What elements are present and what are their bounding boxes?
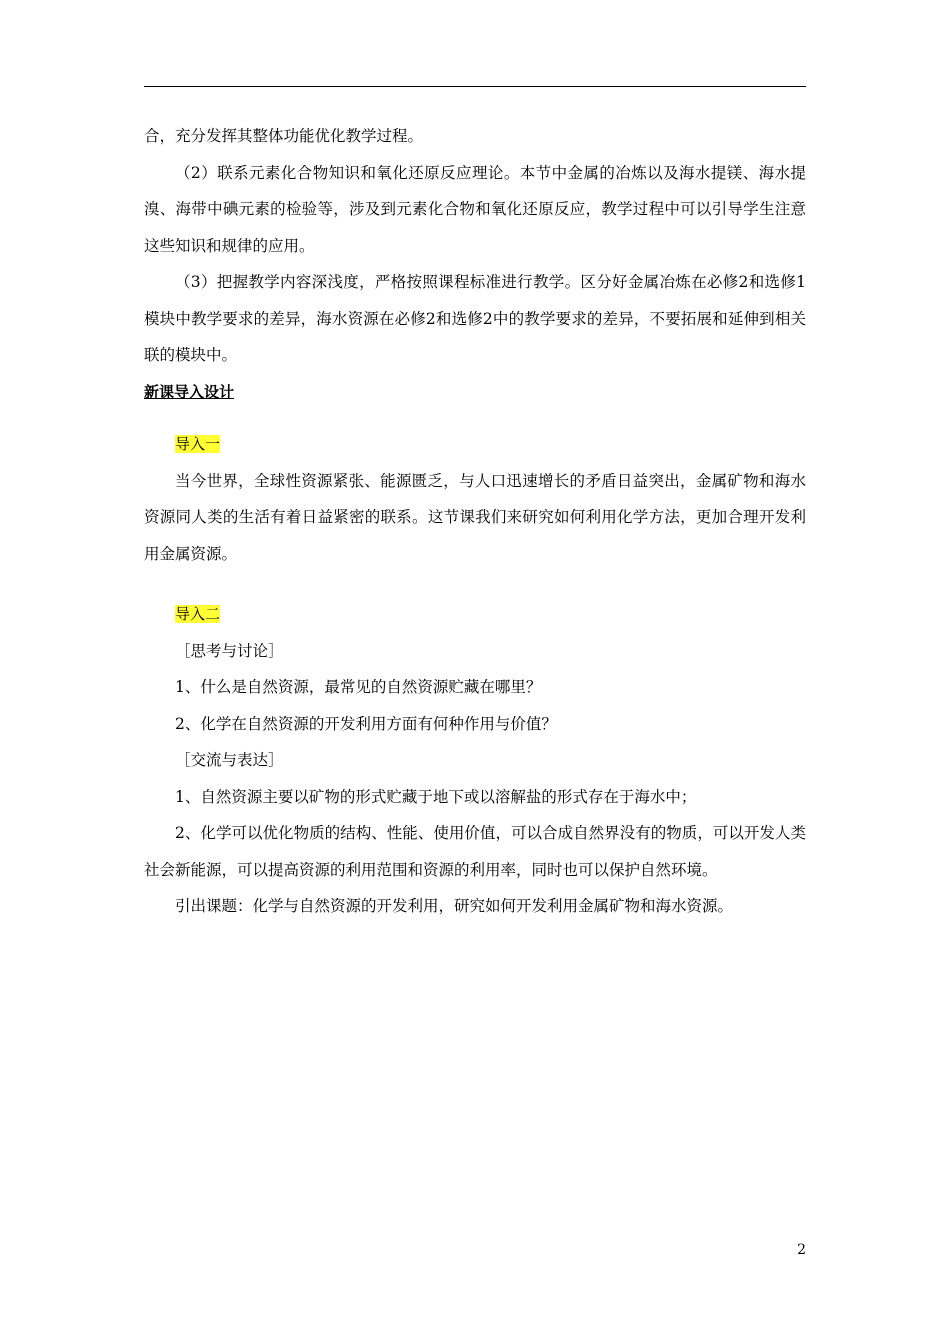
answer-2: 2、化学可以优化物质的结构、性能、使用价值，可以合成自然界没有的物质，可以开发人类社会新能源，可以提高资源的利用范围和资源的利用率，同时也可以保护自然环境。 [144, 824, 806, 879]
conclusion: 引出课题：化学与自然资源的开发利用，研究如何开发利用金属矿物和海水资源。 [175, 897, 734, 915]
answer-1: 1、自然资源主要以矿物的形式贮藏于地下或以溶解盐的形式存在于海水中； [175, 787, 697, 806]
intro2-label: 导入二 [175, 605, 221, 623]
paragraph-point-2: （2）联系元素化合物知识和氧化还原反应理论。本节中金属的冶炼以及海水提镁、海水提溴、海带中碘元素的检验等，涉及到元素化合物和氧化还原反应，教学过程中可以引导学生注意这些知识和规律的应用。 [144, 163, 806, 255]
paragraph-point-3: （3）把握教学内容深浅度，严格按照课程标准进行教学。区分好金属冶炼在必修2和选修1模块中教学要求的差异，海水资源在必修2和选修2中的教学要求的差异，不要拓展和延伸到相关联的模块中。 [144, 273, 806, 364]
paragraph-continuation: 合，充分发挥其整体功能优化教学过程。 [144, 127, 424, 145]
document-body [144, 118, 806, 925]
think-heading: ［思考与讨论］ [175, 641, 284, 660]
intro1-label: 导入一 [175, 435, 221, 453]
intro2-label-line [144, 596, 806, 633]
page-number: 2 [797, 1242, 806, 1258]
section-title: 新课导入设计 [144, 382, 235, 401]
intro1-label-line [144, 426, 806, 463]
intro1-text: 当今世界，全球性资源紧张、能源匮乏，与人口迅速增长的矛盾日益突出，金属矿物和海水资源同人类的生活有着日益紧密的联系。这节课我们来研究如何利用化学方法，更加合理开发利用金属资源。 [144, 471, 806, 563]
question-2: 2、化学在自然资源的开发利用方面有何种作用与价值？ [175, 714, 557, 733]
question-1: 1、什么是自然资源，最常见的自然资源贮藏在哪里？ [175, 678, 542, 696]
exchange-heading: ［交流与表达］ [175, 751, 284, 769]
header-rule [144, 86, 806, 87]
